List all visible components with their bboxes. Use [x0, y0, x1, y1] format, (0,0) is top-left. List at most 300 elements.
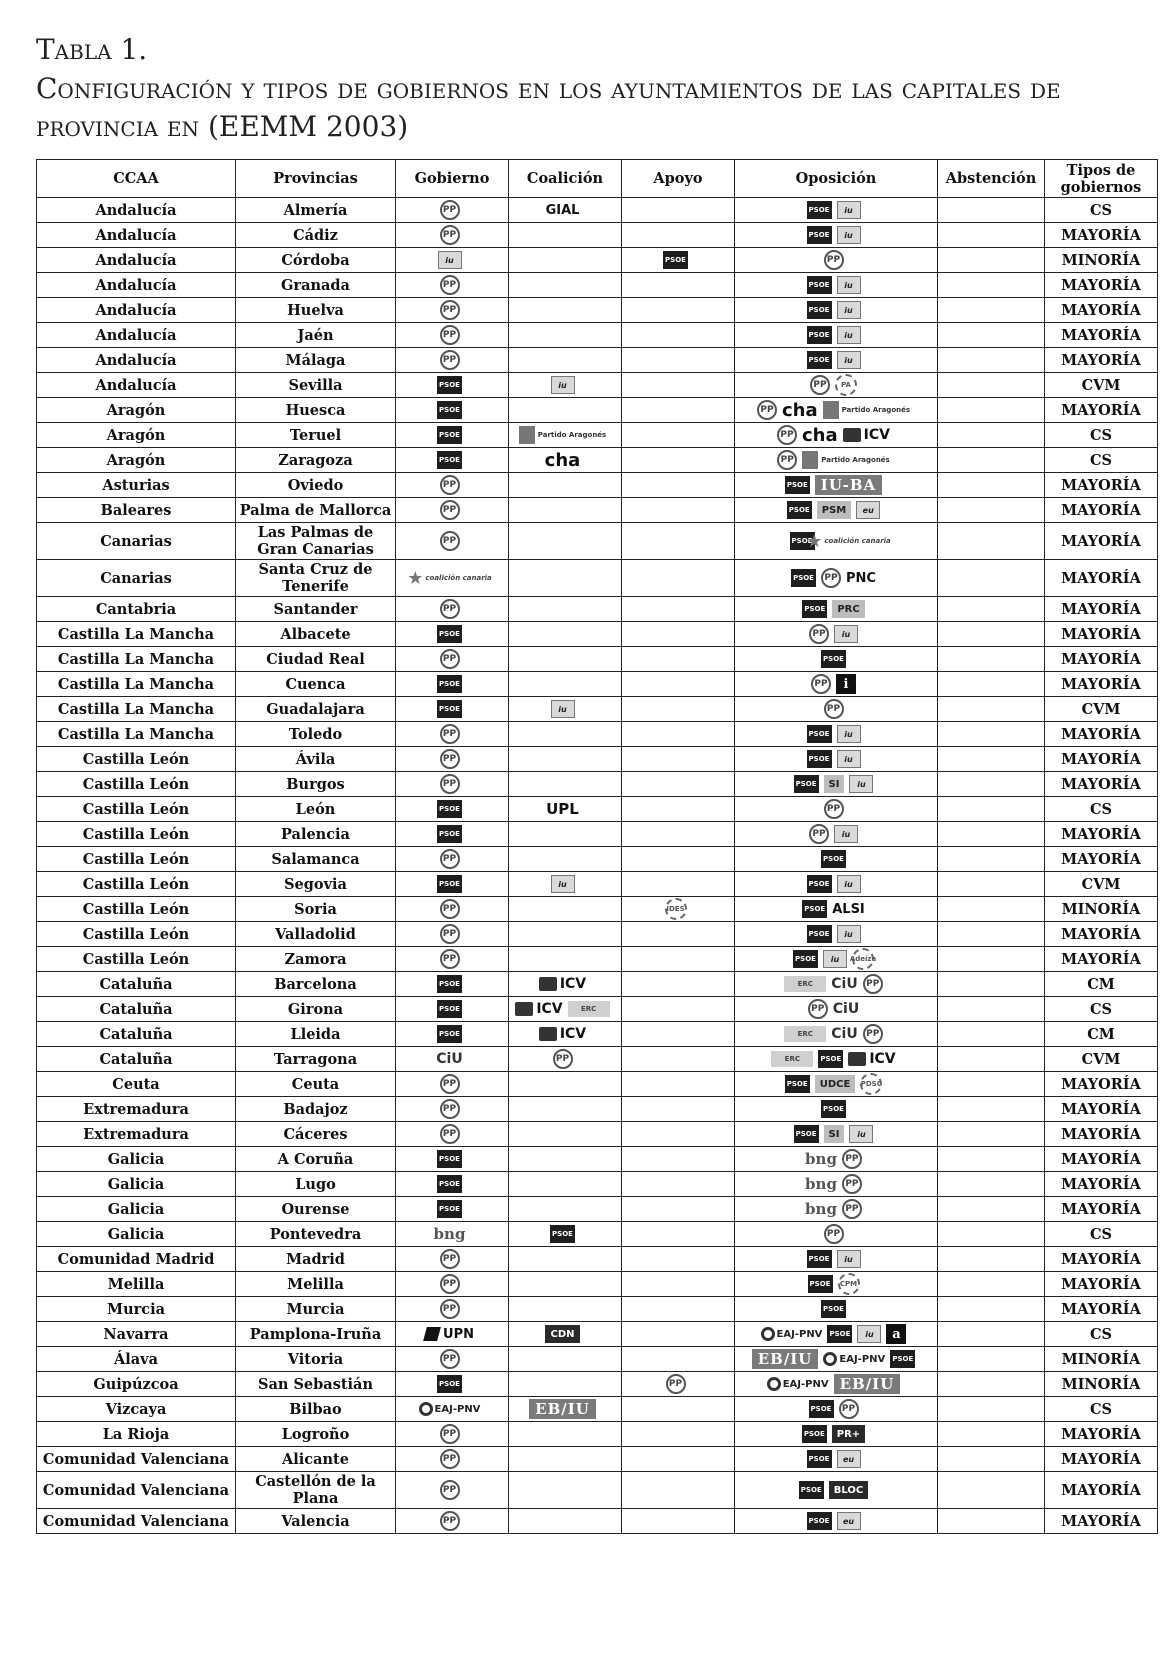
table-row [37, 560, 1158, 597]
oposicion-cell [735, 1322, 938, 1347]
ccaa-cell: Guipúzcoa [37, 1372, 236, 1397]
oposicion-cell [735, 423, 938, 448]
party-logo-ciu-icon: CiU [831, 1026, 858, 1042]
provincia-cell: San Sebastián [236, 1372, 396, 1397]
party-logo-bng-icon: bng [805, 1175, 837, 1193]
party-logo-erc-icon: ERC [784, 976, 826, 992]
tipo-cell: MINORÍA [1045, 897, 1158, 922]
provincia-cell: Barcelona [236, 972, 396, 997]
apoyo-cell [622, 1447, 735, 1472]
provincia-cell: Santa Cruz de Tenerife [236, 560, 396, 597]
party-logo-adeiza-icon: Adeiza [852, 948, 874, 970]
party-logo-i-icon: i [836, 674, 856, 694]
table-row [37, 647, 1158, 672]
provincia-cell: Jaén [236, 323, 396, 348]
tipo-cell: MAYORÍA [1045, 947, 1158, 972]
provincia-cell: Palencia [236, 822, 396, 847]
table-row [37, 1397, 1158, 1422]
apoyo-cell [622, 1047, 735, 1072]
table-row [37, 1509, 1158, 1534]
gobierno-cell [396, 1147, 509, 1172]
tipo-cell: CM [1045, 972, 1158, 997]
abstencion-cell [938, 1022, 1045, 1047]
provincia-cell: Toledo [236, 722, 396, 747]
party-logo-pp-icon: PP [440, 500, 460, 520]
party-logo-eu-icon: eu [856, 501, 880, 519]
oposicion-cell [735, 298, 938, 323]
party-logo-psoe-icon: PSOE [437, 825, 462, 843]
party-logo-psoe-icon: PSOE [807, 1250, 832, 1268]
party-logo-icv-icon: ICV [539, 1025, 586, 1043]
apoyo-cell [622, 1347, 735, 1372]
table-row [37, 1197, 1158, 1222]
oposicion-cell [735, 847, 938, 872]
table-row [37, 1272, 1158, 1297]
tipo-cell: MAYORÍA [1045, 1272, 1158, 1297]
party-logo-erc-icon: ERC [568, 1001, 610, 1017]
coalicion-cell [509, 1072, 622, 1097]
party-logo-psoe-icon: PSOE [790, 532, 815, 550]
column-header-ccaa: CCAA [37, 160, 236, 198]
party-logo-psoe-icon: PSOE [827, 1325, 852, 1343]
party-logo-psoe-icon: PSOE [821, 650, 846, 668]
gobierno-cell [396, 597, 509, 622]
table-row [37, 473, 1158, 498]
apoyo-cell [622, 622, 735, 647]
table-row [37, 273, 1158, 298]
apoyo-cell [622, 560, 735, 597]
table-row [37, 348, 1158, 373]
abstencion-cell [938, 597, 1045, 622]
provincia-cell: Murcia [236, 1297, 396, 1322]
party-logo-pp-icon: PP [809, 824, 829, 844]
party-logo-icv-icon: ICV [539, 975, 586, 993]
ccaa-cell: Ceuta [37, 1072, 236, 1097]
party-logo-pp-icon: PP [440, 1299, 460, 1319]
party-logo-psoe-icon: PSOE [785, 1075, 810, 1093]
table-title: Configuración y tipos de gobiernos en los ayuntamientos de las capitales de provincia en (EEMM 2003) [36, 72, 1061, 143]
table-label: Tabla 1. [36, 33, 148, 66]
tipo-cell: MAYORÍA [1045, 398, 1158, 423]
abstencion-cell [938, 323, 1045, 348]
party-logo-ciu-icon: CiU [436, 1051, 463, 1067]
ccaa-cell: Andalucía [37, 298, 236, 323]
table-row [37, 597, 1158, 622]
oposicion-cell [735, 747, 938, 772]
ccaa-cell: Cantabria [37, 597, 236, 622]
ccaa-cell: Aragón [37, 398, 236, 423]
gobierno-cell [396, 747, 509, 772]
ccaa-cell: Castilla La Mancha [37, 722, 236, 747]
abstencion-cell [938, 1197, 1045, 1222]
party-logo-aralar-icon: a [886, 1324, 906, 1344]
party-logo-pp-icon: PP [440, 200, 460, 220]
provincia-cell: Pontevedra [236, 1222, 396, 1247]
party-logo-pp-icon: PP [440, 949, 460, 969]
party-logo-iu-icon: iu [837, 725, 861, 743]
tipo-cell: MAYORÍA [1045, 672, 1158, 697]
oposicion-cell [735, 1472, 938, 1509]
gobierno-cell [396, 1172, 509, 1197]
tipo-cell: CS [1045, 997, 1158, 1022]
party-logo-cpm-icon: CPM [838, 1273, 860, 1295]
coalicion-cell [509, 1222, 622, 1247]
party-logo-psoe-icon: PSOE [807, 326, 832, 344]
party-logo-bng-icon: bng [805, 1150, 837, 1168]
ccaa-cell: Aragón [37, 423, 236, 448]
ccaa-cell: Asturias [37, 473, 236, 498]
coalicion-cell [509, 947, 622, 972]
gobierno-cell [396, 1422, 509, 1447]
abstencion-cell [938, 1272, 1045, 1297]
coalicion-cell [509, 647, 622, 672]
party-logo-pa-icon: PA [835, 374, 857, 396]
coalicion-cell [509, 1022, 622, 1047]
gobierno-cell [396, 1397, 509, 1422]
party-logo-psoe-icon: PSOE [807, 750, 832, 768]
party-logo-psoe-icon: PSOE [437, 1200, 462, 1218]
party-logo-pp-icon: PP [824, 250, 844, 270]
provincia-cell: Tarragona [236, 1047, 396, 1072]
abstencion-cell [938, 560, 1045, 597]
tipo-cell: MAYORÍA [1045, 922, 1158, 947]
tipo-cell: CVM [1045, 697, 1158, 722]
ccaa-cell: Cataluña [37, 1022, 236, 1047]
provincia-cell: Zamora [236, 947, 396, 972]
party-logo-cha-icon: cha [781, 399, 818, 421]
gobierno-cell [396, 722, 509, 747]
apoyo-cell [622, 198, 735, 223]
provincia-cell: Málaga [236, 348, 396, 373]
apoyo-cell [622, 348, 735, 373]
column-header-provincia: Provincias [236, 160, 396, 198]
table-row [37, 1122, 1158, 1147]
table-row [37, 722, 1158, 747]
apoyo-cell [622, 1222, 735, 1247]
tipo-cell: MAYORÍA [1045, 498, 1158, 523]
coalicion-cell [509, 622, 622, 647]
ccaa-cell: Castilla León [37, 772, 236, 797]
party-logo-psoe-icon: PSOE [809, 1400, 834, 1418]
party-logo-erc-icon: ERC [771, 1051, 813, 1067]
table-row [37, 1222, 1158, 1247]
party-logo-psoe-icon: PSOE [437, 625, 462, 643]
coalicion-cell [509, 248, 622, 273]
provincia-cell: Cáceres [236, 1122, 396, 1147]
table-row [37, 1447, 1158, 1472]
government-table [36, 159, 1158, 1534]
tipo-cell: CS [1045, 423, 1158, 448]
party-logo-psoe-icon: PSOE [807, 1450, 832, 1468]
tipo-cell: CM [1045, 1022, 1158, 1047]
oposicion-cell [735, 622, 938, 647]
tipo-cell: MAYORÍA [1045, 747, 1158, 772]
party-logo-psoe-icon: PSOE [550, 1225, 575, 1243]
party-logo-si-icon: SI [824, 1125, 845, 1143]
gobierno-cell [396, 1022, 509, 1047]
abstencion-cell [938, 348, 1045, 373]
gobierno-cell [396, 1347, 509, 1372]
oposicion-cell [735, 1147, 938, 1172]
party-logo-iu-icon: iu [849, 775, 873, 793]
party-logo-iu-icon: iu [837, 326, 861, 344]
table-row [37, 847, 1158, 872]
party-logo-iu-icon: iu [551, 700, 575, 718]
abstencion-cell [938, 423, 1045, 448]
provincia-cell: A Coruña [236, 1147, 396, 1172]
provincia-cell: Logroño [236, 1422, 396, 1447]
abstencion-cell [938, 1047, 1045, 1072]
coalicion-cell [509, 997, 622, 1022]
party-logo-eaj-pnv-icon: EAJ-PNV [761, 1324, 823, 1344]
table-row [37, 1322, 1158, 1347]
apoyo-cell [622, 1372, 735, 1397]
apoyo-cell [622, 647, 735, 672]
party-logo-pp-icon: PP [809, 624, 829, 644]
ccaa-cell: Canarias [37, 560, 236, 597]
party-logo-psoe-icon: PSOE [437, 675, 462, 693]
gobierno-cell [396, 1097, 509, 1122]
table-row [37, 1347, 1158, 1372]
oposicion-cell [735, 922, 938, 947]
oposicion-cell [735, 1297, 938, 1322]
party-logo-iu-icon: iu [834, 625, 858, 643]
gobierno-cell [396, 198, 509, 223]
abstencion-cell [938, 1422, 1045, 1447]
party-logo-psoe-icon: PSOE [437, 401, 462, 419]
party-logo-eaj-pnv-icon: EAJ-PNV [823, 1349, 885, 1369]
party-logo-psoe-icon: PSOE [807, 1512, 832, 1530]
party-logo-pp-icon: PP [863, 1024, 883, 1044]
gobierno-cell [396, 972, 509, 997]
party-logo-alsi-icon: ALSI [832, 901, 865, 917]
coalicion-cell [509, 972, 622, 997]
ccaa-cell: Aragón [37, 448, 236, 473]
apoyo-cell [622, 1072, 735, 1097]
party-logo-pp-icon: PP [440, 899, 460, 919]
coalicion-cell [509, 1172, 622, 1197]
oposicion-cell [735, 1222, 938, 1247]
tipo-cell: MAYORÍA [1045, 1509, 1158, 1534]
abstencion-cell [938, 1172, 1045, 1197]
ccaa-cell: Canarias [37, 523, 236, 560]
abstencion-cell [938, 747, 1045, 772]
tipo-cell: MAYORÍA [1045, 1147, 1158, 1172]
party-logo-iu-icon: iu [849, 1125, 873, 1143]
party-logo-psoe-icon: PSOE [437, 451, 462, 469]
abstencion-cell [938, 622, 1045, 647]
table-row [37, 922, 1158, 947]
party-logo-icv-icon: ICV [515, 1000, 562, 1018]
party-logo-psoe-icon: PSOE [807, 925, 832, 943]
provincia-cell: Huelva [236, 298, 396, 323]
apoyo-cell [622, 223, 735, 248]
table-row [37, 772, 1158, 797]
tipo-cell: CS [1045, 797, 1158, 822]
abstencion-cell [938, 1222, 1045, 1247]
oposicion-cell [735, 697, 938, 722]
tipo-cell: MAYORÍA [1045, 298, 1158, 323]
oposicion-cell [735, 348, 938, 373]
coalicion-cell [509, 1447, 622, 1472]
gobierno-cell [396, 847, 509, 872]
coalicion-cell [509, 1397, 622, 1422]
gobierno-cell [396, 423, 509, 448]
coalicion-cell [509, 373, 622, 398]
column-header-oposicion: Oposición [735, 160, 938, 198]
coalicion-cell [509, 423, 622, 448]
abstencion-cell [938, 647, 1045, 672]
ccaa-cell: Comunidad Valenciana [37, 1509, 236, 1534]
apoyo-cell [622, 298, 735, 323]
ccaa-cell: Castilla La Mancha [37, 622, 236, 647]
gobierno-cell [396, 797, 509, 822]
ccaa-cell: Andalucía [37, 198, 236, 223]
party-logo-pp-icon: PP [440, 1480, 460, 1500]
abstencion-cell [938, 822, 1045, 847]
party-logo-bng-icon: bng [433, 1225, 466, 1243]
party-logo-ciu-icon: CiU [832, 1001, 860, 1017]
abstencion-cell [938, 847, 1045, 872]
ccaa-cell: Andalucía [37, 323, 236, 348]
oposicion-cell [735, 1047, 938, 1072]
ccaa-cell: Castilla La Mancha [37, 697, 236, 722]
gobierno-cell [396, 498, 509, 523]
party-logo-erc-icon: ERC [784, 1026, 826, 1042]
tipo-cell: CS [1045, 448, 1158, 473]
party-logo-pp-icon: PP [842, 1174, 862, 1194]
ccaa-cell: Andalucía [37, 348, 236, 373]
provincia-cell: Castellón de la Plana [236, 1472, 396, 1509]
table-row [37, 897, 1158, 922]
party-logo-psoe-icon: PSOE [807, 301, 832, 319]
table-row [37, 1247, 1158, 1272]
coalicion-cell [509, 1047, 622, 1072]
tipo-cell: MINORÍA [1045, 248, 1158, 273]
coalicion-cell [509, 1347, 622, 1372]
abstencion-cell [938, 523, 1045, 560]
provincia-cell: Lugo [236, 1172, 396, 1197]
oposicion-cell [735, 373, 938, 398]
party-logo-cha-icon: cha [544, 449, 581, 471]
abstencion-cell [938, 872, 1045, 897]
table-row [37, 997, 1158, 1022]
party-logo-iu-icon: iu [837, 226, 861, 244]
oposicion-cell [735, 672, 938, 697]
table-row [37, 323, 1158, 348]
gobierno-cell [396, 473, 509, 498]
oposicion-cell [735, 972, 938, 997]
apoyo-cell [622, 1172, 735, 1197]
provincia-cell: Palma de Mallorca [236, 498, 396, 523]
ccaa-cell: Castilla León [37, 897, 236, 922]
tipo-cell: CS [1045, 1222, 1158, 1247]
table-row [37, 1022, 1158, 1047]
oposicion-cell [735, 1372, 938, 1397]
party-logo-icv-icon: ICV [848, 1050, 895, 1068]
apoyo-cell [622, 273, 735, 298]
coalicion-cell [509, 1472, 622, 1509]
coalicion-cell [509, 498, 622, 523]
coalicion-cell [509, 473, 622, 498]
party-logo-psoe-icon: PSOE [437, 1150, 462, 1168]
party-logo-cha-icon: cha [802, 424, 838, 446]
ccaa-cell: Castilla León [37, 922, 236, 947]
abstencion-cell [938, 1447, 1045, 1472]
apoyo-cell [622, 373, 735, 398]
abstencion-cell [938, 1372, 1045, 1397]
tipo-cell: MAYORÍA [1045, 847, 1158, 872]
party-logo-iu-icon: iu [834, 825, 858, 843]
ccaa-cell: Comunidad Valenciana [37, 1447, 236, 1472]
party-logo-pp-icon: PP [553, 1049, 573, 1069]
ccaa-cell: Andalucía [37, 373, 236, 398]
abstencion-cell [938, 273, 1045, 298]
abstencion-cell [938, 1397, 1045, 1422]
party-logo-eu-icon: eu [837, 1450, 861, 1468]
ccaa-cell: Cataluña [37, 997, 236, 1022]
tipo-cell: CVM [1045, 1047, 1158, 1072]
party-logo-psoe-icon: PSOE [807, 725, 832, 743]
coalicion-cell [509, 1372, 622, 1397]
apoyo-cell [622, 323, 735, 348]
party-logo-pr-icon: PR+ [832, 1425, 865, 1443]
coalicion-cell [509, 672, 622, 697]
oposicion-cell [735, 1397, 938, 1422]
party-logo-psoe-icon: PSOE [437, 700, 462, 718]
party-logo-psoe-icon: PSOE [821, 1100, 846, 1118]
apoyo-cell [622, 423, 735, 448]
coalicion-cell [509, 1097, 622, 1122]
party-logo-icv-icon: ICV [843, 426, 890, 444]
gobierno-cell [396, 772, 509, 797]
oposicion-cell [735, 473, 938, 498]
apoyo-cell [622, 947, 735, 972]
oposicion-cell [735, 248, 938, 273]
party-logo-pp-icon: PP [440, 475, 460, 495]
provincia-cell: Guadalajara [236, 697, 396, 722]
gobierno-cell [396, 622, 509, 647]
party-logo-par-icon: Partido Aragonés [823, 400, 910, 420]
party-logo-pp-icon: PP [440, 774, 460, 794]
party-logo-pp-icon: PP [440, 849, 460, 869]
party-logo-eb-iu-icon: EB/IU [529, 1399, 596, 1419]
abstencion-cell [938, 473, 1045, 498]
ccaa-cell: Extremadura [37, 1122, 236, 1147]
party-logo-psoe-icon: PSOE [437, 875, 462, 893]
apoyo-cell [622, 747, 735, 772]
party-logo-psoe-icon: PSOE [794, 1125, 819, 1143]
tipo-cell: MAYORÍA [1045, 647, 1158, 672]
abstencion-cell [938, 897, 1045, 922]
header-row [37, 160, 1158, 198]
party-logo-pp-icon: PP [440, 599, 460, 619]
party-logo-iu-icon: iu [837, 301, 861, 319]
provincia-cell: Sevilla [236, 373, 396, 398]
coalicion-cell [509, 398, 622, 423]
apoyo-cell [622, 922, 735, 947]
table-body [37, 198, 1158, 1534]
gobierno-cell [396, 1322, 509, 1347]
apoyo-cell [622, 1272, 735, 1297]
provincia-cell: Córdoba [236, 248, 396, 273]
coalicion-cell [509, 348, 622, 373]
party-logo-pp-icon: PP [440, 649, 460, 669]
gobierno-cell [396, 1372, 509, 1397]
gobierno-cell [396, 448, 509, 473]
apoyo-cell [622, 697, 735, 722]
ccaa-cell: Castilla La Mancha [37, 672, 236, 697]
